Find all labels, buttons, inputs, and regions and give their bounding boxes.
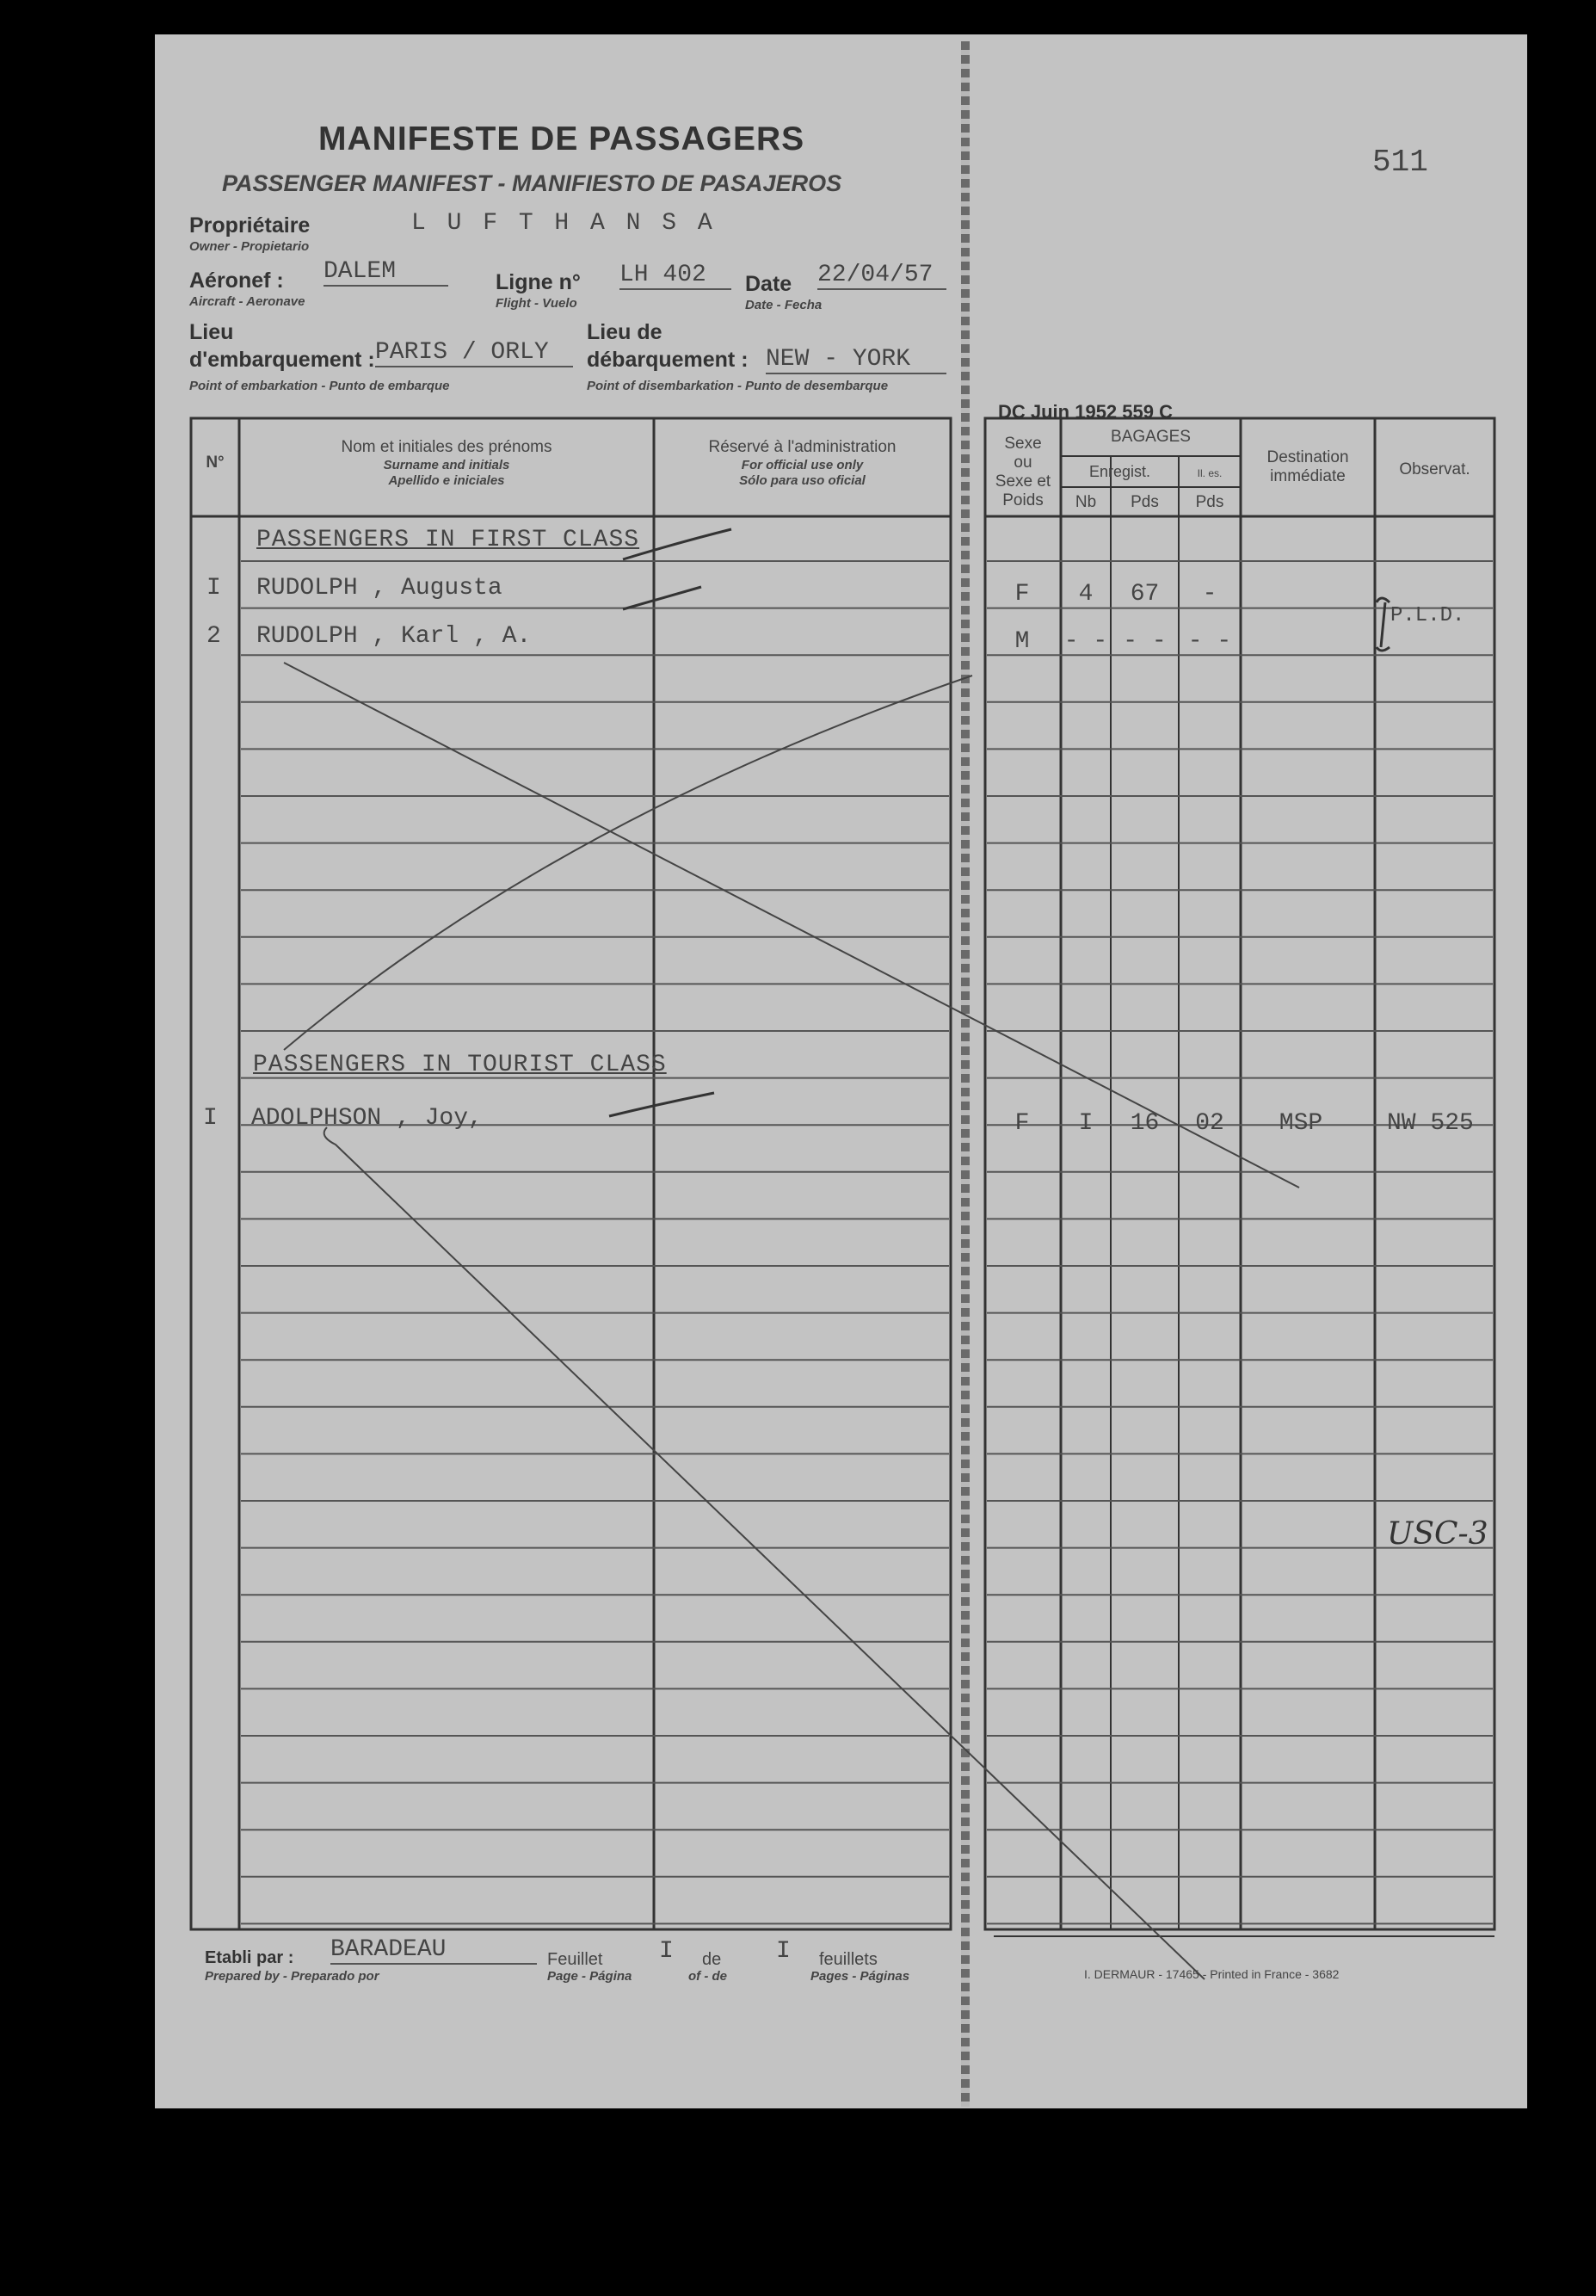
- col-destination-line1: Destination: [1266, 448, 1349, 466]
- disembarkation-value: NEW - YORK: [766, 346, 946, 374]
- embarkation-label-line2: d'embarquement :: [189, 348, 375, 372]
- prepared-sublabel: Prepared by - Preparado por: [205, 1969, 379, 1984]
- date-label: Date: [745, 272, 792, 296]
- col-admin-header: Réservé à l'administration: [708, 438, 897, 456]
- document-subtitle: PASSENGER MANIFEST - MANIFIESTO DE PASAJEROS: [222, 170, 842, 196]
- tc-row1-pds2: 02: [1195, 1110, 1224, 1137]
- fc-row2-pds: - -: [1123, 628, 1167, 655]
- embarkation-value: PARIS / ORLY: [375, 339, 573, 367]
- owner-label: Propriétaire: [189, 213, 311, 238]
- col-name-sub1: Surname and initials: [383, 458, 510, 472]
- pages-sublabel: Pages - Páginas: [810, 1969, 910, 1984]
- fc-row2-pds2: - -: [1187, 628, 1232, 655]
- date-sublabel: Date - Fecha: [745, 298, 823, 312]
- col-sex-line3: Sexe et: [995, 472, 1051, 491]
- first-class-heading: PASSENGERS IN FIRST CLASS: [256, 527, 640, 553]
- flight-sublabel: Flight - Vuelo: [496, 296, 577, 311]
- aircraft-value: DALEM: [324, 258, 448, 287]
- fc-row1-no: I: [206, 575, 221, 602]
- aircraft-label: Aéronef :: [189, 268, 284, 293]
- of-sublabel: of - de: [688, 1969, 727, 1984]
- owner-value: L U F T H A N S A: [411, 210, 716, 237]
- tc-row1-obs: NW 525: [1387, 1110, 1474, 1137]
- col-sex-line1: Sexe: [1004, 435, 1042, 453]
- col-observ-header: Observat.: [1399, 460, 1470, 478]
- col-baggage-header: BAGAGES: [1111, 428, 1191, 446]
- flight-value: LH 402: [619, 262, 731, 290]
- disembarkation-label-line1: Lieu de: [587, 320, 662, 344]
- col-no-header: N°: [206, 454, 225, 472]
- disembarkation-label-line2: débarquement :: [587, 348, 749, 372]
- flight-label: Ligne n°: [496, 270, 581, 294]
- fc-row2-name: RUDOLPH , Karl , A.: [256, 623, 532, 650]
- owner-sublabel: Owner - Propietario: [189, 239, 310, 254]
- fc-row1-sex: F: [1014, 581, 1030, 608]
- aircraft-sublabel: Aircraft - Aeronave: [189, 294, 305, 309]
- fc-row1-nb: 4: [1078, 581, 1094, 608]
- tc-row1-sex: F: [1014, 1110, 1030, 1137]
- fc-row1-obs: P.L.D.: [1390, 604, 1465, 627]
- tourist-class-heading: PASSENGERS IN TOURIST CLASS: [253, 1052, 667, 1078]
- pages-label: feuillets: [819, 1950, 878, 1969]
- fc-row2-nb: - -: [1063, 628, 1108, 655]
- col-registered-header: Enregist.: [1088, 463, 1151, 480]
- tc-row1-no: I: [203, 1105, 218, 1132]
- fc-row2-no: 2: [206, 623, 221, 650]
- fc-row1-pds: 67: [1130, 581, 1160, 608]
- form-code: DC Juin 1952 559 C: [998, 401, 1173, 423]
- col-other-header: Il. es.: [1197, 467, 1223, 479]
- disembarkation-sublabel: Point of disembarkation - Punto de desembarque: [587, 379, 889, 393]
- embarkation-sublabel: Point of embarkation - Punto de embarque: [189, 379, 450, 393]
- cancellation-cross: [284, 663, 1299, 1979]
- page-value: I: [659, 1938, 674, 1965]
- prepared-value: BARADEAU: [330, 1936, 537, 1965]
- col-name-header: Nom et initiales des prénoms: [341, 438, 552, 456]
- col-pds-header: Pds: [1131, 493, 1159, 511]
- document-title: MANIFESTE DE PASSAGERS: [318, 120, 805, 157]
- col-destination-line2: immédiate: [1270, 467, 1346, 485]
- date-value: 22/04/57: [817, 262, 946, 290]
- tc-row1-name: ADOLPHSON , Joy,: [251, 1105, 483, 1132]
- embarkation-label-line1: Lieu: [189, 320, 234, 344]
- prepared-label: Etabli par :: [205, 1948, 294, 1967]
- of-value: I: [776, 1938, 791, 1965]
- row-lines: [241, 561, 1493, 1923]
- handwritten-marks: [609, 529, 1390, 1116]
- col-sex-line2: ou: [1014, 454, 1032, 472]
- page-sublabel: Page - Página: [547, 1969, 632, 1984]
- col-sex-line4: Poids: [1002, 491, 1044, 509]
- col-pds2-header: Pds: [1195, 493, 1224, 511]
- tc-row1-nb: I: [1078, 1110, 1094, 1137]
- col-name-sub2: Apellido e iniciales: [388, 473, 505, 488]
- of-label: de: [702, 1950, 722, 1969]
- fc-row1-name: RUDOLPH , Augusta: [256, 575, 502, 602]
- col-nb-header: Nb: [1075, 493, 1097, 511]
- fc-row2-sex: M: [1014, 628, 1030, 655]
- fc-row1-pds2: -: [1202, 581, 1217, 608]
- col-admin-sub2: Sólo para uso oficial: [739, 473, 866, 488]
- col-admin-sub1: For official use only: [741, 458, 864, 472]
- handwritten-note: USC-3: [1387, 1516, 1488, 1552]
- page-label: Feuillet: [547, 1950, 603, 1969]
- tc-row1-pds: 16: [1130, 1110, 1160, 1137]
- tc-row1-dest: MSP: [1279, 1110, 1323, 1137]
- page-number: 511: [1372, 145, 1428, 180]
- printer-credit: I. DERMAUR - 17465 - Printed in France - 3682: [1084, 1967, 1340, 1981]
